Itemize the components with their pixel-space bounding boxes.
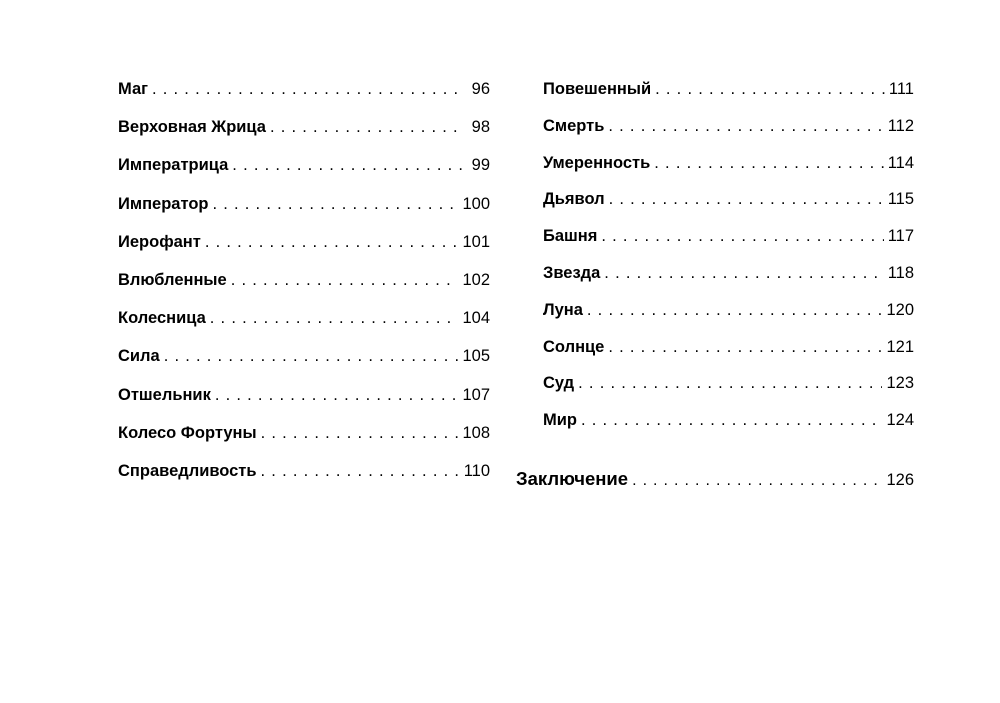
- toc-entry-title: Башня: [543, 227, 598, 246]
- toc-leader-dots: [608, 338, 882, 357]
- toc-entry[interactable]: [118, 195, 490, 233]
- toc-column-right: [543, 80, 914, 448]
- toc-entry-title: Маг: [118, 80, 148, 98]
- toc-entry-page: 114: [887, 153, 914, 172]
- toc-entry[interactable]: [118, 347, 490, 385]
- toc-entry[interactable]: [118, 462, 490, 500]
- toc-entry[interactable]: [118, 80, 490, 118]
- toc-leader-dots: [232, 156, 462, 175]
- toc-entry[interactable]: [118, 118, 490, 156]
- toc-entry-conclusion[interactable]: [516, 468, 914, 490]
- toc-entry-page: 104: [462, 309, 490, 328]
- toc-entry-title: Смерть: [543, 116, 605, 135]
- toc-entry-title: Иерофант: [118, 232, 201, 251]
- toc-entry-title: Влюбленные: [118, 270, 227, 289]
- toc-entry-title: Сила: [118, 347, 160, 366]
- toc-entry-page: 112: [887, 116, 914, 135]
- toc-leader-dots: [604, 264, 883, 283]
- toc-entry[interactable]: [543, 301, 914, 338]
- toc-entry-title: Императрица: [118, 156, 229, 175]
- toc-entry-title: Император: [118, 194, 209, 213]
- toc-entry-page: 105: [462, 347, 490, 366]
- toc-entry-page: 108: [462, 423, 490, 442]
- toc-leader-dots: [215, 386, 459, 405]
- toc-leader-dots: [210, 309, 459, 328]
- toc-entry-page: 102: [462, 270, 490, 289]
- toc-entry[interactable]: [543, 411, 914, 448]
- toc-entry[interactable]: [543, 264, 914, 301]
- toc-entry[interactable]: [118, 309, 490, 347]
- toc-column-left: [118, 80, 490, 500]
- toc-entry[interactable]: [543, 338, 914, 375]
- toc-entry-page: 98: [471, 118, 490, 137]
- toc-entry[interactable]: [543, 117, 914, 154]
- toc-entry-page: 100: [462, 194, 490, 213]
- toc-leader-dots: [578, 374, 882, 393]
- toc-entry-title: Колесо Фортуны: [118, 423, 257, 442]
- toc-entry-title: Луна: [543, 300, 583, 319]
- toc-leader-dots: [609, 190, 884, 209]
- toc-entry-page: 120: [886, 300, 914, 319]
- toc-leader-dots: [231, 271, 459, 290]
- toc-entry[interactable]: [118, 271, 490, 309]
- toc-entry[interactable]: [543, 190, 914, 227]
- toc-entry[interactable]: [118, 386, 490, 424]
- toc-entry[interactable]: [118, 156, 490, 194]
- toc-leader-dots: [212, 195, 458, 214]
- toc-entry-title: Повешенный: [543, 80, 652, 98]
- toc-entry-title: Солнце: [543, 337, 605, 356]
- toc-entry-title: Дьявол: [543, 190, 605, 209]
- toc-conclusion-title: Заключение: [516, 468, 629, 489]
- toc-entry-page: 96: [471, 80, 490, 98]
- toc-entry-page: 123: [886, 374, 914, 393]
- toc-entry-page: 118: [887, 263, 914, 282]
- toc-leader-dots: [601, 227, 883, 246]
- toc-entry-page: 101: [462, 232, 490, 251]
- toc-entry[interactable]: [543, 154, 914, 191]
- toc-entry-title: Колесница: [118, 309, 206, 328]
- toc-leader-dots: [164, 347, 459, 366]
- toc-leader-dots: [655, 80, 885, 99]
- toc-entry-title: Мир: [543, 411, 577, 430]
- toc-entry-page: 124: [886, 411, 914, 430]
- toc-leader-dots: [152, 80, 462, 99]
- toc-leader-dots: [587, 301, 883, 320]
- toc-conclusion-page: 126: [886, 471, 914, 489]
- toc-entry[interactable]: [543, 80, 914, 117]
- toc-leader-dots: [654, 154, 883, 173]
- toc-leader-dots: [608, 117, 883, 136]
- toc-leader-dots: [581, 411, 883, 430]
- toc-entry[interactable]: [118, 233, 490, 271]
- toc-entry-page: 110: [463, 461, 490, 480]
- toc-leader-dots: [270, 118, 462, 137]
- toc-entry[interactable]: [118, 424, 490, 462]
- toc-entry-page: 111: [888, 80, 914, 98]
- toc-leader-dots: [205, 233, 459, 252]
- toc-entry-title: Верховная Жрица: [118, 118, 266, 137]
- toc-entry-page: 99: [471, 156, 490, 175]
- toc-entry-title: Звезда: [543, 263, 601, 282]
- toc-leader-dots: [261, 424, 459, 443]
- toc-entry-title: Справедливость: [118, 461, 257, 480]
- toc-entry-page: 117: [887, 227, 914, 246]
- toc-entry[interactable]: [543, 374, 914, 411]
- toc-entry-title: Умеренность: [543, 153, 651, 172]
- toc-entry-title: Суд: [543, 374, 575, 393]
- toc-entry-page: 107: [462, 385, 490, 404]
- toc-entry-page: 121: [886, 337, 914, 356]
- toc-leader-dots: [632, 472, 882, 490]
- toc-entry[interactable]: [543, 227, 914, 264]
- toc-entry-page: 115: [887, 190, 914, 209]
- toc-entry-title: Отшельник: [118, 385, 211, 404]
- toc-leader-dots: [261, 462, 460, 481]
